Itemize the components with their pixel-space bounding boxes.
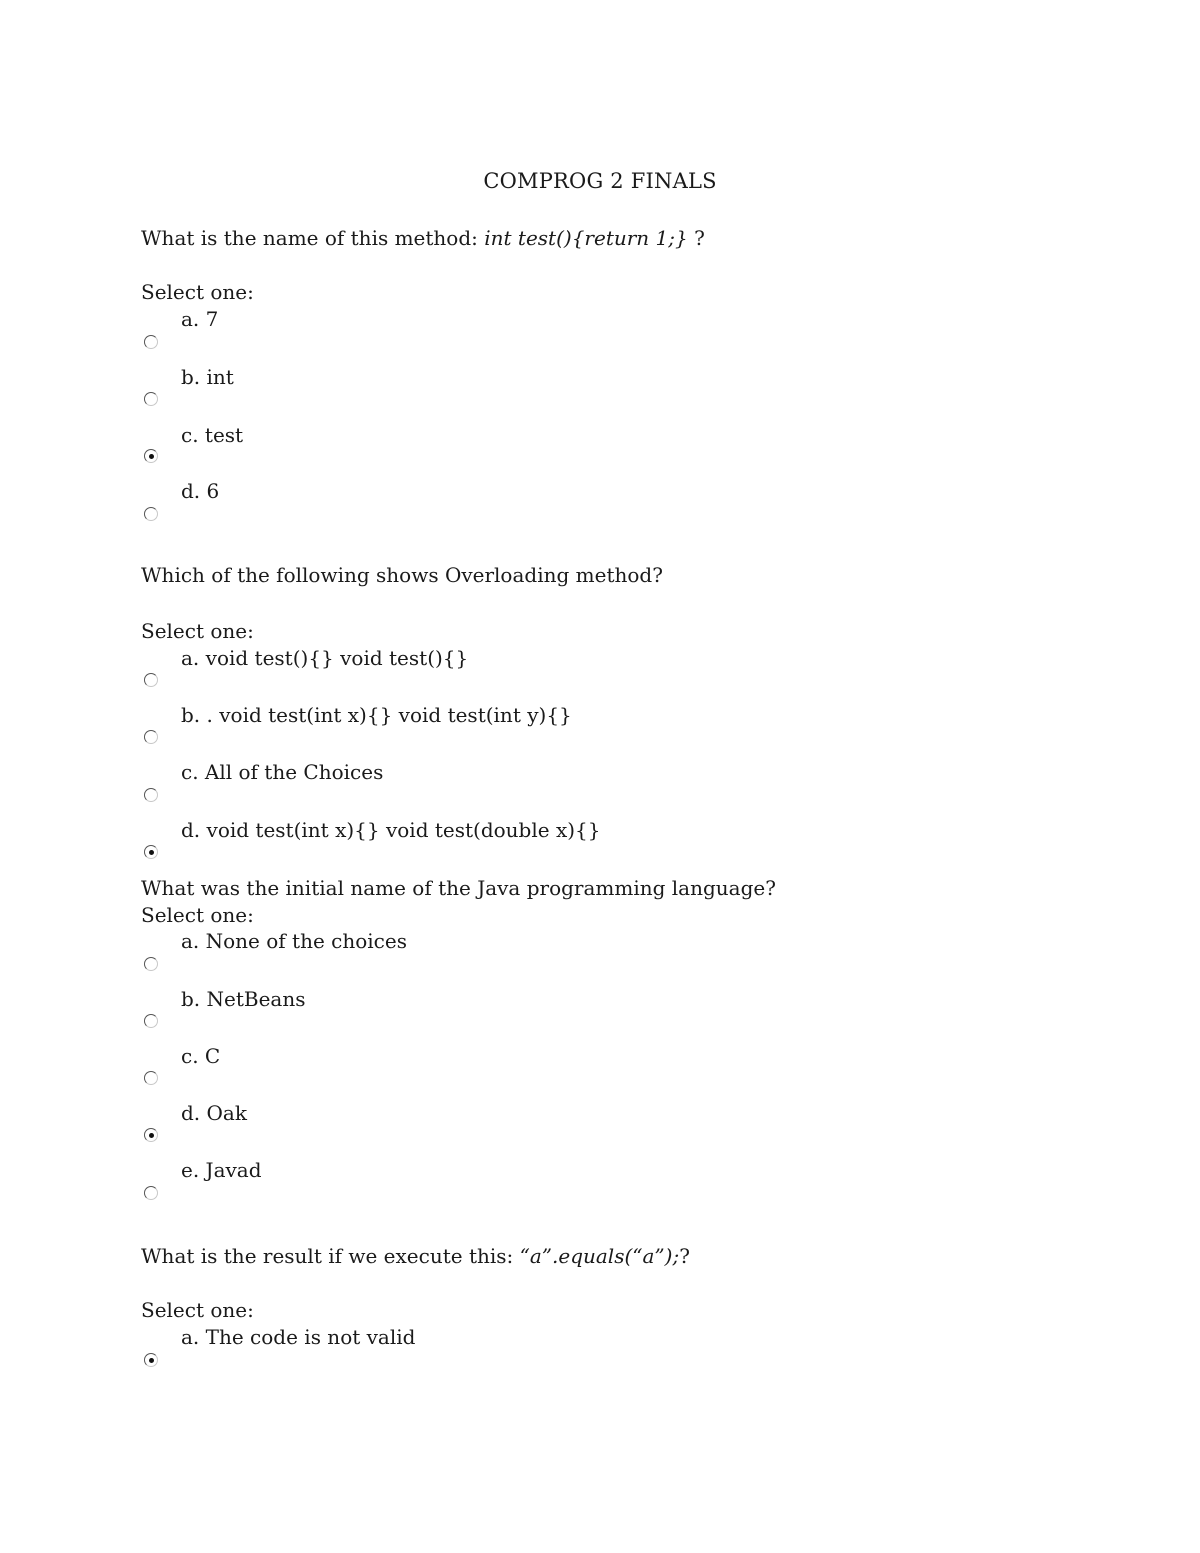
question-1-code: int test(){return 1;} xyxy=(484,226,688,250)
question-2-option-c-radio[interactable] xyxy=(144,788,158,802)
question-2-option-b-label: b. . void test(int x){} void test(int y){} xyxy=(181,703,572,727)
question-4-text xyxy=(141,1244,690,1268)
question-3-option-d-label: d. Oak xyxy=(181,1101,247,1125)
question-4-option-a-label: a. The code is not valid xyxy=(181,1325,416,1349)
question-1-option-a-label: a. 7 xyxy=(181,307,219,331)
question-2-option-c-label: c. All of the Choices xyxy=(181,760,384,784)
question-4-code: “a”.equals(“a”); xyxy=(519,1244,680,1268)
question-1-option-b-radio[interactable] xyxy=(144,392,158,406)
question-1-text-prefix: What is the name of this method: xyxy=(141,226,485,250)
question-2-text-prefix: Which of the following shows Overloading method? xyxy=(141,563,663,587)
question-4-select-label: Select one: xyxy=(141,1298,254,1322)
question-2-option-d-label: d. void test(int x){} void test(double x){} xyxy=(181,818,601,842)
question-1-option-b-label: b. int xyxy=(181,365,234,389)
question-1-text-suffix: ? xyxy=(687,226,705,250)
question-4-text-prefix: What is the result if we execute this: xyxy=(141,1244,520,1268)
question-1-select-label: Select one: xyxy=(141,280,254,304)
question-2-option-a-radio[interactable] xyxy=(144,673,158,687)
question-3-option-e-label: e. Javad xyxy=(181,1158,262,1182)
question-2-text xyxy=(141,563,663,587)
question-1-option-d-label: d. 6 xyxy=(181,479,220,503)
question-1-option-d-radio[interactable] xyxy=(144,507,158,521)
question-1-option-c-label: c. test xyxy=(181,423,244,447)
question-2-option-b-radio[interactable] xyxy=(144,730,158,744)
question-3-option-c-label: c. C xyxy=(181,1044,221,1068)
question-3-option-c-radio[interactable] xyxy=(144,1071,158,1085)
question-2-option-a-label: a. void test(){} void test(){} xyxy=(181,646,469,670)
question-1-option-a-radio[interactable] xyxy=(144,335,158,349)
question-2-option-d-radio[interactable] xyxy=(144,845,158,859)
question-3-option-d-radio[interactable] xyxy=(144,1128,158,1142)
question-3-option-b-label: b. NetBeans xyxy=(181,987,306,1011)
question-1-text xyxy=(141,226,705,250)
question-3-select-label: Select one: xyxy=(141,903,254,927)
question-1-option-c-radio[interactable] xyxy=(144,449,158,463)
document-title: COMPROG 2 FINALS xyxy=(483,169,717,193)
question-3-option-e-radio[interactable] xyxy=(144,1186,158,1200)
question-4-option-a-radio[interactable] xyxy=(144,1353,158,1367)
question-3-option-a-radio[interactable] xyxy=(144,957,158,971)
question-4-text-suffix: ? xyxy=(679,1244,690,1268)
question-3-text xyxy=(141,876,776,900)
question-2-select-label: Select one: xyxy=(141,619,254,643)
question-3-option-a-label: a. None of the choices xyxy=(181,929,407,953)
question-3-option-b-radio[interactable] xyxy=(144,1014,158,1028)
question-3-text-prefix: What was the initial name of the Java programming language? xyxy=(141,876,776,900)
